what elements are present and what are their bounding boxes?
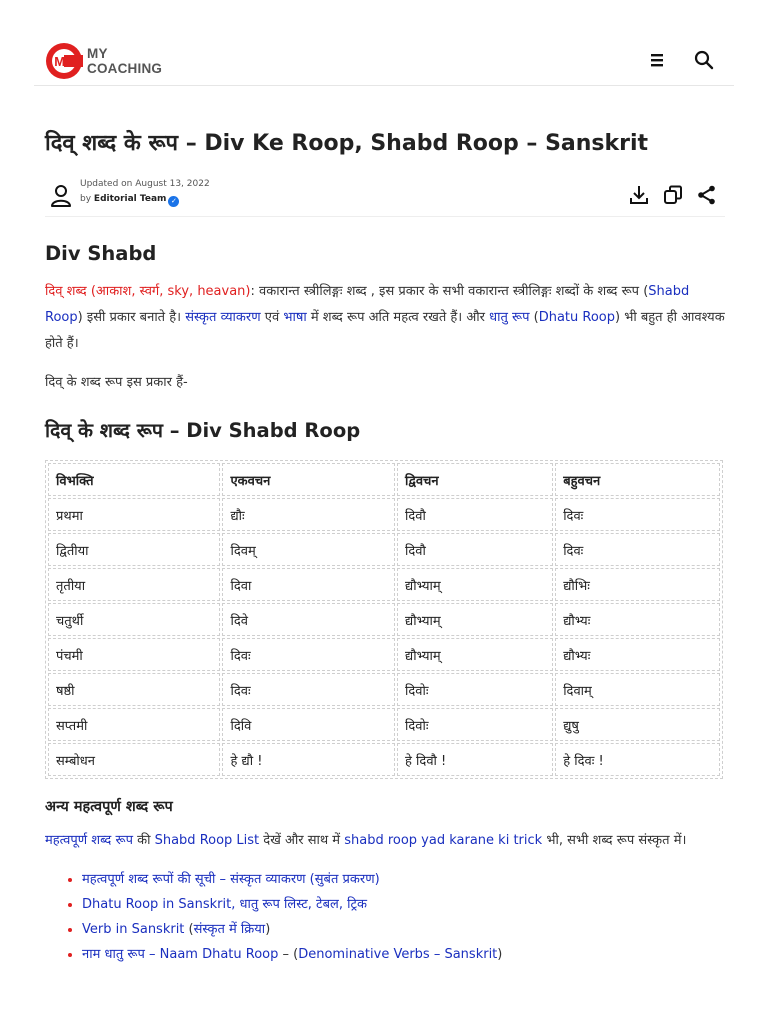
related-link[interactable]: महत्वपूर्ण शब्द रूपों की सूची – संस्कृत व्याकरण (सुबंत प्रकरण) — [82, 872, 380, 887]
intro-text-5: ( — [529, 310, 539, 325]
link-yad-karane-trick[interactable]: shabd roop yad karane ki trick — [344, 833, 543, 848]
table-cell: द्यौभिः — [555, 568, 720, 601]
table-row — [48, 743, 720, 776]
table-cell: दिवः — [555, 498, 720, 531]
link-bhasha[interactable]: भाषा — [283, 310, 307, 325]
link-mahatvapurn-shabd-roop[interactable]: महत्वपूर्ण शब्द रूप — [45, 833, 133, 848]
table-cell: द्वितीया — [48, 533, 220, 566]
table-cell: हे द्यौ ! — [222, 743, 395, 776]
related-link-secondary[interactable]: Denominative Verbs – Sanskrit — [298, 947, 498, 962]
download-icon[interactable] — [628, 184, 650, 206]
intro-text-6: ) भी बहुत ही आवश्यक होते हैं। — [45, 310, 725, 351]
table-header-cell: बहुवचन — [555, 463, 720, 496]
intro-lead: दिव् शब्द (आकाश, स्वर्ग, sky, heavan) — [45, 284, 251, 299]
share-icon[interactable] — [696, 184, 718, 206]
intro-paragraph-2: दिव् के शब्द रूप इस प्रकार हैं- — [45, 375, 188, 390]
table-cell: दिवाम् — [555, 673, 720, 706]
meta-divider — [45, 216, 725, 217]
table-cell: दिवि — [222, 708, 395, 741]
verified-icon: ✓ — [168, 196, 179, 207]
brand-line-1: MY — [87, 46, 108, 61]
table-cell: दिवौ — [397, 498, 553, 531]
table-header-cell: एकवचन — [222, 463, 395, 496]
related-link[interactable]: Dhatu Roop in Sanskrit, धातु रूप लिस्ट, टेबल, ट्रिक — [82, 897, 368, 912]
table-cell: द्यौः — [222, 498, 395, 531]
shabd-roop-table — [45, 460, 723, 780]
list-item-text-end: ) — [265, 922, 271, 937]
updated-date: Updated on August 13, 2022 — [80, 179, 210, 189]
table-cell: दिवोः — [397, 673, 553, 706]
other-text-1: की — [132, 833, 155, 848]
other-paragraph — [45, 828, 725, 854]
table-row — [48, 708, 720, 741]
intro-text-3: एवं — [260, 310, 284, 325]
link-shabd-roop[interactable]: Shabd Roop — [45, 284, 690, 325]
list-item-text: – ( — [278, 947, 299, 962]
table-cell: चतुर्थी — [48, 603, 220, 636]
table-cell: दिवे — [222, 603, 395, 636]
list-item — [82, 942, 742, 967]
table-row — [48, 533, 720, 566]
logo-text: MY — [54, 54, 74, 69]
copy-icon[interactable] — [662, 184, 684, 206]
table-cell: सम्बोधन — [48, 743, 220, 776]
table-cell: दिवः — [222, 638, 395, 671]
table-cell: दिवोः — [397, 708, 553, 741]
table-row — [48, 568, 720, 601]
search-icon[interactable] — [693, 49, 715, 71]
table-cell: तृतीया — [48, 568, 220, 601]
table-header-cell: विभक्ति — [48, 463, 220, 496]
table-cell: पंचमी — [48, 638, 220, 671]
list-item-text-end: ) — [497, 947, 503, 962]
section-heading-other: अन्य महत्वपूर्ण शब्द रूप — [45, 799, 173, 815]
section-heading-div-shabd-roop: दिव् के शब्द रूप – Div Shabd Roop — [45, 419, 361, 442]
table-row — [48, 673, 720, 706]
table-cell: दिवः — [222, 673, 395, 706]
related-links-list — [62, 867, 742, 967]
list-item — [82, 917, 742, 942]
by-label: by — [80, 194, 92, 204]
table-row — [48, 498, 720, 531]
table-cell: द्यौभ्यः — [555, 638, 720, 671]
table-cell: द्यौभ्यः — [555, 603, 720, 636]
table-header-row — [48, 463, 720, 496]
table-cell: दिवम् — [222, 533, 395, 566]
list-item — [82, 867, 742, 892]
list-item — [82, 892, 742, 917]
page-title: दिव् शब्द के रूप – Div Ke Roop, Shabd Roop – Sanskrit — [45, 131, 649, 156]
list-item-text: ( — [184, 922, 194, 937]
other-text-2: देखें और साथ में — [259, 833, 345, 848]
table-cell: द्यौभ्याम् — [397, 638, 553, 671]
table-cell: हे दिवौ ! — [397, 743, 553, 776]
intro-text-2: ) इसी प्रकार बनाते है। — [77, 310, 186, 325]
intro-text-4: में शब्द रूप अति महत्व रखते हैं। और — [306, 310, 490, 325]
section-heading-div-shabd: Div Shabd — [45, 242, 157, 265]
user-icon — [50, 184, 72, 208]
author-name[interactable]: Editorial Team — [93, 194, 167, 204]
table-header-cell: द्विवचन — [397, 463, 553, 496]
intro-paragraph — [45, 279, 725, 357]
byline — [80, 194, 179, 207]
related-link[interactable]: Verb in Sanskrit — [82, 922, 185, 937]
table-cell: षष्ठी — [48, 673, 220, 706]
link-sanskrit-vyakaran[interactable]: संस्कृत व्याकरण — [185, 310, 261, 325]
table-cell: हे दिवः ! — [555, 743, 720, 776]
my-coaching-logo[interactable] — [45, 42, 83, 80]
post-meta — [45, 176, 725, 218]
table-row — [48, 638, 720, 671]
intro-text-1: : वकारान्त स्त्रीलिङ्गः शब्द , इस प्रकार के सभी वकारान्त स्त्रीलिङ्गः शब्दों के शब्द रूप ( — [250, 284, 649, 299]
header-divider — [34, 85, 734, 86]
site-header — [0, 0, 768, 86]
table-cell: द्यौभ्याम् — [397, 568, 553, 601]
link-shabd-roop-list[interactable]: Shabd Roop List — [154, 833, 260, 848]
table-cell: दिवः — [555, 533, 720, 566]
link-dhatu-roop-hindi[interactable]: धातु रूप — [489, 310, 530, 325]
brand-line-2: COACHING — [87, 61, 163, 76]
brand-name[interactable] — [87, 46, 162, 76]
table-cell: दिवौ — [397, 533, 553, 566]
table-cell: दिवा — [222, 568, 395, 601]
table-row — [48, 603, 720, 636]
link-dhatu-roop[interactable]: Dhatu Roop — [538, 310, 616, 325]
table-cell: सप्तमी — [48, 708, 220, 741]
menu-icon[interactable] — [646, 49, 668, 71]
table-cell: प्रथमा — [48, 498, 220, 531]
table-cell: द्यौभ्याम् — [397, 603, 553, 636]
related-link[interactable]: नाम धातु रूप – Naam Dhatu Roop — [82, 947, 279, 962]
related-link-secondary[interactable]: संस्कृत में क्रिया — [193, 922, 266, 937]
other-text-3: भी, सभी शब्द रूप संस्कृत में। — [542, 833, 687, 848]
table-cell: द्युषु — [555, 708, 720, 741]
